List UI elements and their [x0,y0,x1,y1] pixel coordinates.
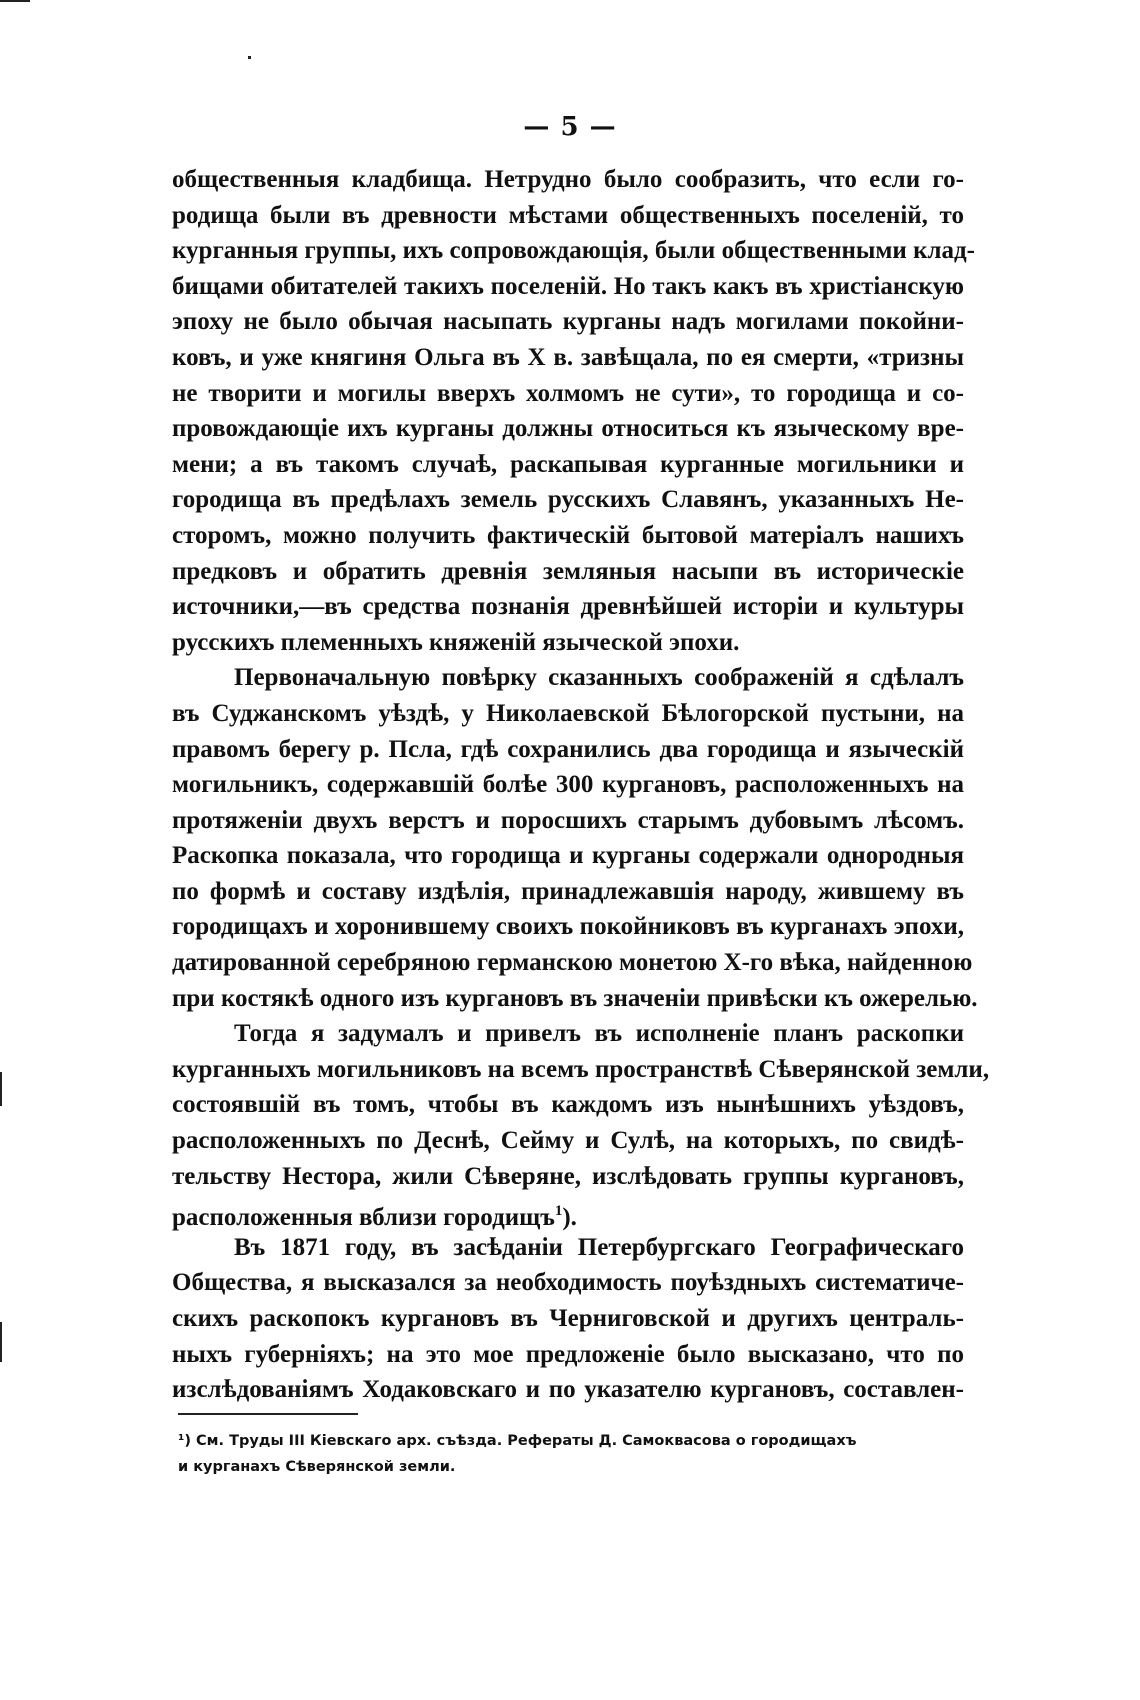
text-line: въ Суджанскомъ уѣздѣ, у Николаевской Бѣлогорской пустыни, на [172,699,964,727]
text-line: Въ 1871 году, въ засѣданіи Петербургскаго Географическаго [234,1233,964,1261]
text-line: курганныя группы, ихъ сопровождающія, были общественными клад- [172,237,975,265]
scan-edge-mark [0,0,30,2]
text-line: ковъ, и уже княгиня Ольга въ X в. завѣщала, по ея смерти, «тризны [172,343,964,371]
text-line: бищами обитателей такихъ поселеній. Но такъ какъ въ христіанскую [172,272,964,300]
text-fragment: ). [562,1204,577,1232]
footnote-reference[interactable]: 1 [554,1203,563,1220]
text-line: расположенныхъ по Деснѣ, Сейму и Сулѣ, на которыхъ, по свидѣ- [172,1127,964,1155]
text-line: Первоначальную повѣрку сказанныхъ соображеній я сдѣлалъ [234,664,964,692]
text-line: родища были въ древности мѣстами общественныхъ поселеній, то [172,201,964,229]
scan-edge-mark [0,1322,2,1362]
text-line: источники,—въ средства познанія древнѣйшей исторіи и культуры [172,593,964,621]
text-line: при костякѣ одного изъ кургановъ въ значеніи привѣски къ ожерелью. [172,984,978,1012]
text-line: Общества, я высказался за необходимость поуѣздныхъ систематиче- [172,1269,964,1297]
text-line: провождающіе ихъ курганы должны относиться къ языческому вре- [172,415,964,443]
text-line-with-footnote [172,1194,964,1230]
text-line: тельству Нестора, жили Сѣверяне, изслѣдовать группы кургановъ, [172,1162,964,1190]
text-line: датированной серебряною германскою монетою X-го вѣка, найденною [172,949,973,977]
text-line: ныхъ губерніяхъ; на это мое предложеніе было высказано, что по [172,1340,964,1368]
text-line: предковъ и обратить древнія земляныя насыпи въ историческіе [172,557,964,585]
scan-edge-mark [0,1072,2,1106]
text-line: состоявшій въ томъ, чтобы въ каждомъ изъ нынѣшнихъ уѣздовъ, [172,1091,964,1119]
scan-dot [248,56,251,59]
footnote [178,1428,968,1480]
text-line: городища въ предѣлахъ земель русскихъ Славянъ, указанныхъ Не- [172,486,964,514]
text-line: протяженіи двухъ верстъ и поросшихъ старымъ дубовымъ лѣсомъ. [172,806,964,834]
text-line: могильникъ, содержавшій болѣе 300 кургановъ, расположенныхъ на [172,771,964,799]
footnote-line: и курганахъ Сѣверянской земли. [178,1459,456,1475]
text-fragment: расположенныя вблизи городищъ [172,1204,555,1232]
text-line: по формѣ и составу издѣлія, принадлежавшія народу, жившему въ [172,877,964,905]
text-line: не творити и могилы вверхъ холмомъ не сути», то городища и со- [172,379,964,407]
text-line: скихъ раскопокъ кургановъ въ Черниговской и другихъ централь- [172,1305,964,1332]
text-line: русскихъ племенныхъ княженій языческой эпохи. [172,628,740,656]
text-line: курганныхъ могильниковъ на всемъ пространствѣ Сѣверянской земли, [172,1055,990,1083]
page-number: — 5 — [523,112,617,142]
text-line: правомъ берегу р. Псла, гдѣ сохранились два городища и языческій [172,735,964,763]
text-line: эпоху не было обычая насыпать курганы надъ могилами покойни- [172,308,964,336]
text-line: Тогда я задумалъ и привелъ въ исполненіе планъ раскопки [234,1020,964,1048]
body-text [172,162,990,1408]
footnote-divider [178,1413,358,1415]
text-line: городищахъ и хоронившему своихъ покойниковъ въ курганахъ эпохи, [172,913,964,941]
text-line: общественныя кладбища. Нетрудно было сообразить, что если го- [172,166,964,193]
text-line: сторомъ, можно получить фактическій бытовой матеріалъ нашихъ [172,521,964,549]
text-line: мени; а въ такомъ случаѣ, раскапывая курганные могильники и [172,450,964,478]
text-line: изслѣдованіямъ Ходаковскаго и по указателю кургановъ, составлен- [172,1376,964,1404]
footnote-line: ¹) См. Труды III Кіевскаго арх. съѣзда. Рефераты Д. Самоквасова о городищахъ [178,1433,857,1449]
text-line: Раскопка показала, что городища и курганы содержали однородныя [172,842,964,870]
